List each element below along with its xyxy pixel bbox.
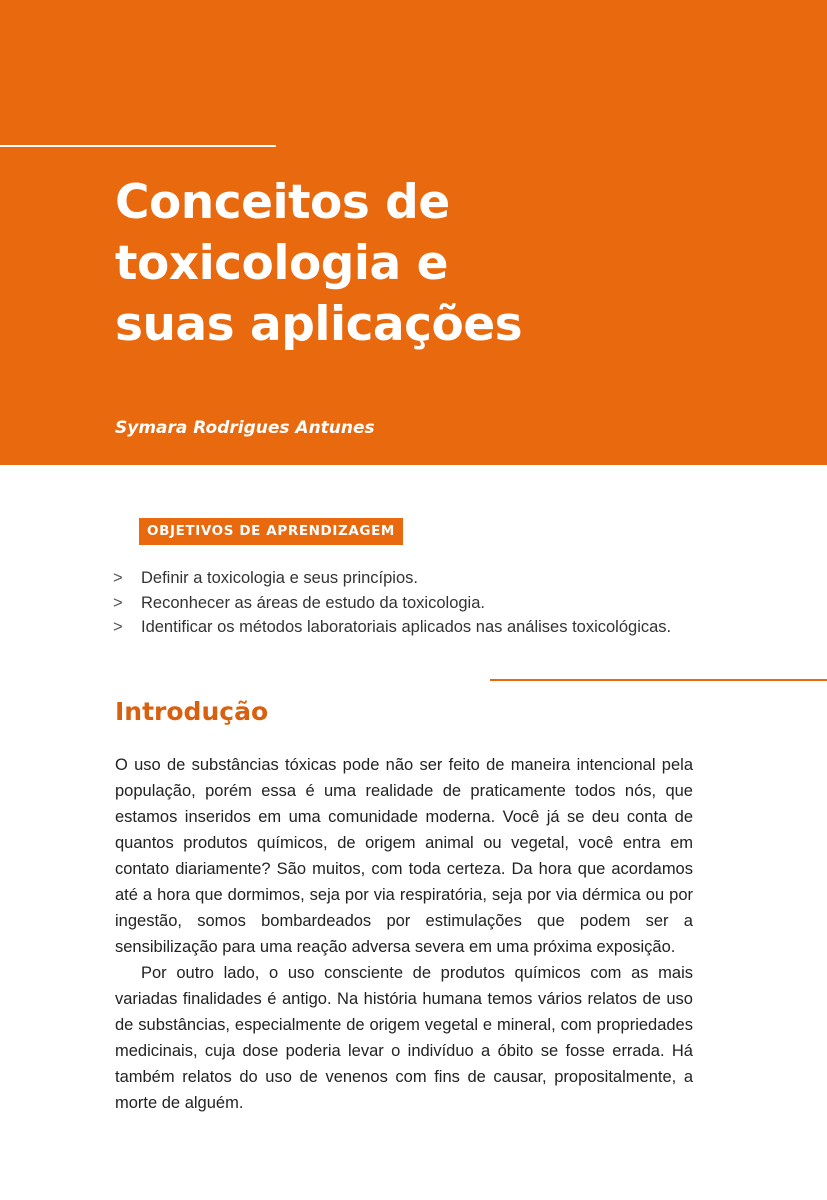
header-divider-line [0,145,276,147]
author-name: Symara Rodrigues Antunes [115,418,375,438]
list-item [113,615,671,640]
introduction-body [115,752,693,1116]
bullet-arrow: > [113,618,123,636]
chapter-title-line: toxicologia e [115,236,448,291]
objective-text: Reconhecer as áreas de estudo da toxicologia. [141,593,485,612]
section-heading: Introdução [115,697,269,726]
objective-text: Identificar os métodos laboratoriais aplicados nas análises toxicológicas. [141,618,672,636]
list-item [113,566,671,591]
objective-text: Definir a toxicologia e seus princípios. [141,569,418,587]
objectives-label: OBJETIVOS DE APRENDIZAGEM [139,518,403,545]
chapter-title-line: suas aplicações [115,297,523,352]
chapter-header-banner [0,0,827,465]
bullet-arrow: > [113,569,123,587]
bullet-arrow: > [113,593,123,612]
body-paragraph: Por outro lado, o uso consciente de produtos químicos com as mais variadas finalidades é antigo. Na história humana temos vários relatos de uso de substâncias, especialmente de origem vegetal e mineral, com propriedades medicinais, cuja dose poderia levar o indivíduo a óbito se fosse errada. Há também relatos do uso de venenos com fins de causar, propositalmente, a morte de alguém. [115,964,693,1112]
objectives-list [113,566,671,640]
chapter-title-line: Conceitos de [115,175,450,230]
section-divider-line [490,679,827,681]
body-paragraph: O uso de substâncias tóxicas pode não ser feito de maneira intencional pela população, porém essa é uma realidade de praticamente todos nós, que estamos inseridos em uma comunidade moderna. Você já se deu conta de quantos produtos químicos, de origem animal ou vegetal, você entra em contato diariamente? São muitos, com toda certeza. Da hora que acordamos até a hora que dormimos, seja por via respiratória, seja por via dérmica ou por ingestão, somos bombardeados por estimulações que podem ser a sensibilização para uma reação adversa severa em uma próxima exposição. [115,756,693,956]
list-item [113,591,671,616]
chapter-title [115,172,755,355]
